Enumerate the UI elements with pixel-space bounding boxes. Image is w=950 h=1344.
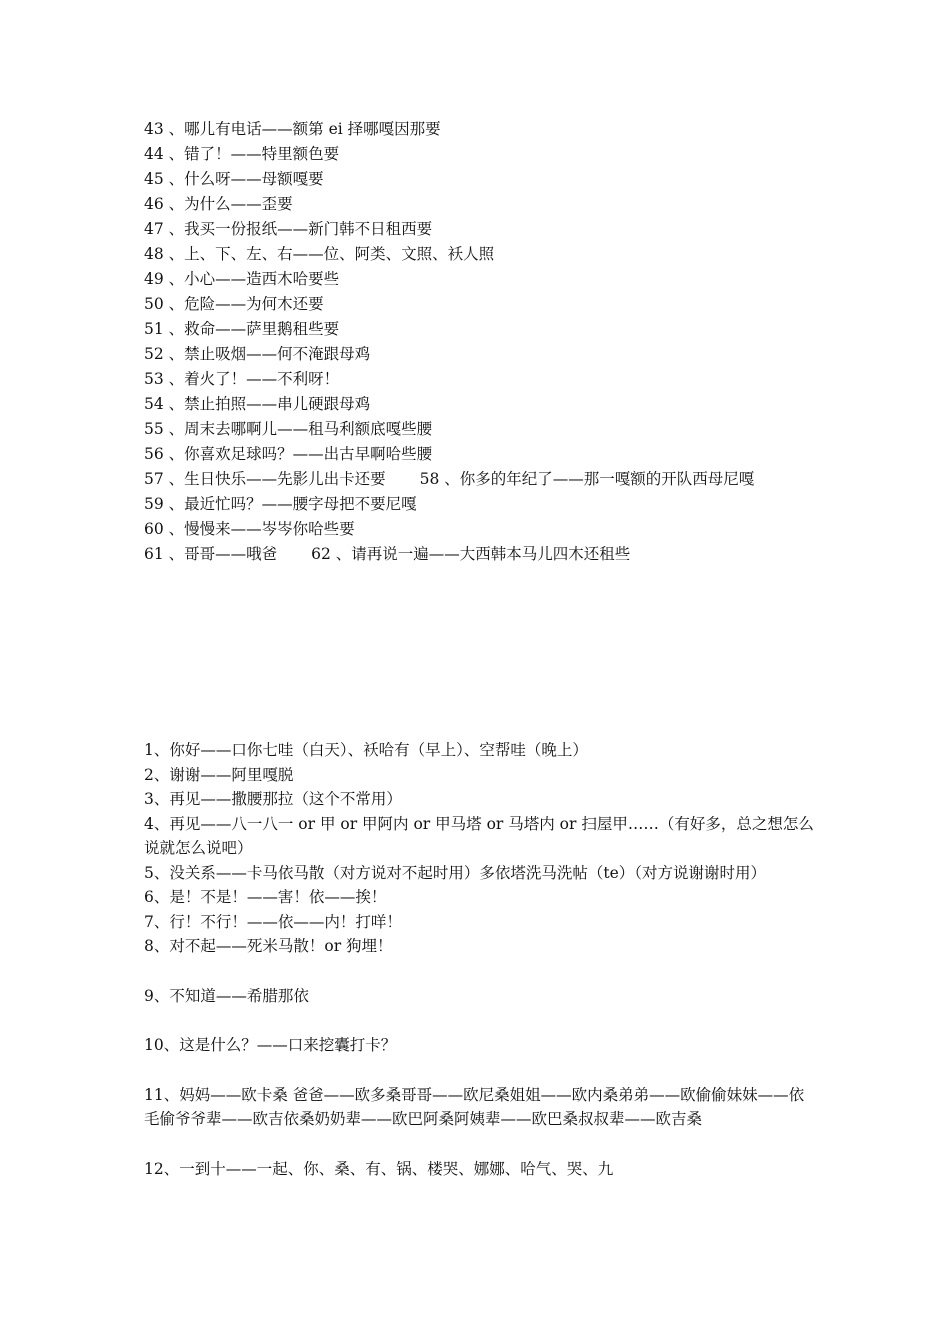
phrase-line: 51 、救命——萨里鹅租些要 bbox=[144, 320, 340, 338]
phrase-line-57-58 bbox=[144, 467, 844, 492]
phrase-paragraph: 8、对不起——死米马散！or 狗埋！ bbox=[144, 937, 393, 955]
phrase-57: 57 、生日快乐——先影儿出卡还要 bbox=[144, 470, 386, 488]
phrase-line: 49 、小心——造西木哈要些 bbox=[144, 270, 340, 288]
phrase-line: 56 、你喜欢足球吗？——出古早啊哈些腰 bbox=[144, 445, 433, 463]
phrase-line: 50 、危险——为何木还要 bbox=[144, 295, 324, 313]
phrase-paragraph: 11、妈妈——欧卡桑 爸爸——欧多桑哥哥——欧尼桑姐姐——欧内桑弟弟——欧偷偷妹妹——依毛偷爷爷辈——欧吉依桑奶奶辈——欧巴阿桑阿姨辈——欧巴桑叔叔辈——欧吉桑 bbox=[144, 1085, 805, 1128]
paragraph-gap bbox=[144, 1132, 814, 1157]
phrase-line: 45 、什么呀——母额嘎要 bbox=[144, 170, 324, 188]
phrase-paragraph: 9、不知道——希腊那依 bbox=[144, 986, 309, 1005]
phrase-paragraph: 6、是！不是！——害！依——挨！ bbox=[144, 888, 387, 906]
phrase-paragraph: 4、再见——八一八一 or 甲 or 甲阿内 or 甲马塔 or 马塔内 or 扫屋甲……（有好多，总之想怎么说就怎么说吧） bbox=[144, 814, 814, 857]
phrase-paragraph: 12、一到十——一起、你、桑、有、锅、楼哭、娜娜、哈气、哭、九 bbox=[144, 1159, 614, 1178]
phrase-paragraph: 2、谢谢——阿里嘎脱 bbox=[144, 765, 294, 784]
phrase-paragraph: 10、这是什么？——口来挖囊打卡？ bbox=[144, 1036, 397, 1054]
phrase-line: 52 、禁止吸烟——何不淹跟母鸡 bbox=[144, 345, 371, 363]
phrase-line: 60 、慢慢来——岑岑你哈些要 bbox=[144, 520, 355, 538]
phrase-line: 54 、禁止拍照——串儿硬跟母鸡 bbox=[144, 395, 371, 413]
paragraph-gap bbox=[144, 1058, 814, 1083]
phrase-61: 61 、哥哥——哦爸 bbox=[144, 545, 278, 563]
phrase-58: 58 、你多的年纪了——那一嘎额的开队西母尼嘎 bbox=[419, 470, 755, 488]
phrase-line: 47 、我买一份报纸——新门韩不日租西要 bbox=[144, 220, 433, 238]
phrase-line: 53 、着火了！——不利呀！ bbox=[144, 370, 340, 388]
phrase-paragraph: 7、行！不行！——依——内！打咩！ bbox=[144, 912, 402, 931]
phrase-line: 44 、错了！——特里额色要 bbox=[144, 145, 340, 163]
phrase-line: 43 、哪儿有电话——额第 ei 择哪嘎因那要 bbox=[144, 120, 441, 138]
phrase-line-61-62 bbox=[144, 542, 844, 567]
phrase-paragraph: 5、没关系——卡马依马散（对方说对不起时用）多依塔洗马洗帖（te）（对方说谢谢时用） bbox=[144, 863, 767, 882]
phrase-62: 62 、请再说一遍——大西韩本马儿四木还租些 bbox=[311, 545, 631, 563]
phrase-list-1-12 bbox=[144, 738, 814, 1181]
paragraph-gap bbox=[144, 1008, 814, 1033]
phrase-line: 48 、上、下、左、右——位、阿类、文照、袄人照 bbox=[144, 245, 495, 263]
phrase-line: 46 、为什么——歪要 bbox=[144, 195, 293, 213]
phrase-line: 55 、周末去哪啊儿——租马利额底嘎些腰 bbox=[144, 420, 433, 438]
paragraph-gap bbox=[144, 959, 814, 984]
phrase-paragraph: 3、再见——撒腰那拉（这个不常用） bbox=[144, 790, 402, 808]
phrase-paragraph: 1、你好——口你七哇（白天）、袄哈有（早上）、空帮哇（晚上） bbox=[144, 741, 588, 759]
phrase-list-43-62 bbox=[144, 117, 844, 567]
phrase-line: 59 、最近忙吗？——腰字母把不要尼嘎 bbox=[144, 495, 417, 513]
